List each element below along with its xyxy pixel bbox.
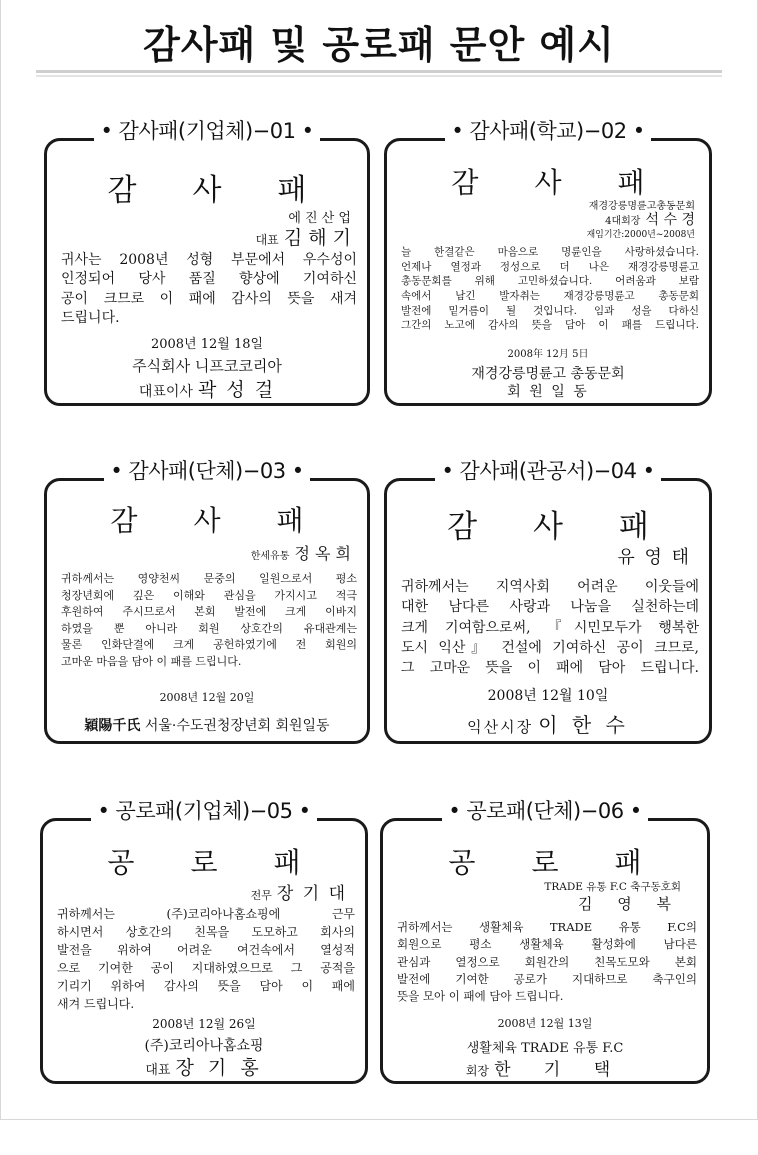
giver-line [387, 709, 709, 738]
title-char: 패 [618, 509, 649, 545]
plaque-header: • 감사패(기업체)−01 • [94, 121, 319, 142]
org-name: TRADE 유통 F.C 축구동호회 [544, 881, 681, 893]
body-line: 귀하께서는 (주)코리아나홈쇼핑에 근무 [57, 907, 355, 921]
org-name: 재경강릉명륜고총동문회 [588, 201, 695, 212]
giver-org: 주식회사 니프코코리아 [132, 357, 282, 375]
body-line: 물론 인화단결에 크게 공헌하였기에 전 회원의 [61, 638, 357, 651]
body-line: 하시면서 상호간의 친목을 도모하고 회사의 [57, 925, 355, 939]
plaque-date: 2008년 12월 18일 [150, 337, 264, 352]
title-char: 사 [533, 509, 563, 545]
body-line: 귀사는 2008년 성형 부문에서 우수성이 [61, 252, 357, 268]
giver-line [47, 715, 367, 735]
recipient-name: 장 기 대 [276, 884, 347, 904]
title-char: 사 [193, 504, 221, 537]
recipient-role: 대표 [255, 233, 279, 247]
plaque-date: 2008년 12월 13일 [497, 1017, 593, 1030]
plaque-date: 2008년 12월 26일 [152, 1017, 256, 1031]
title-char: 패 [614, 846, 642, 879]
recipient-name: 유 영 태 [617, 547, 691, 568]
body-line: 귀하께서는 지역사회 어려운 이웃들에 [401, 579, 699, 595]
body-line: 대한 남다른 사랑과 나눔을 실천하는데 [401, 599, 699, 616]
giver-line [43, 1053, 365, 1080]
body-line: 으로 기여한 공이 지대하였으므로 그 공적을 [57, 961, 355, 975]
title-char: 패 [277, 173, 307, 208]
body-line: 회원으로 평소 생활체육 활성화에 남다른 [397, 937, 697, 952]
body-line: 크게 기여함으로써, 『시민모두가 행복한 [401, 619, 699, 636]
plaque-title [387, 501, 709, 546]
plaque-01 [44, 119, 370, 406]
plaque-header: • 감사패(관공서)−04 • [435, 461, 660, 482]
title-char: 사 [534, 166, 562, 199]
giver-line [383, 1055, 707, 1080]
plaque-body [57, 905, 355, 1013]
title-char: 감 [110, 504, 138, 537]
body-line: 뜻을 모아 이 패에 담아 드립니다. [397, 989, 564, 1003]
plaque-04 [384, 459, 712, 744]
giver-role: 회장 [465, 1064, 489, 1078]
recipient-line [605, 209, 695, 229]
giver-name: 한 기 택 [494, 1060, 625, 1080]
title-char: 사 [192, 173, 222, 208]
giver-name: 장 기 홍 [175, 1057, 263, 1079]
body-line: 새겨 드립니다. [57, 997, 135, 1011]
body-line: 공이 크므로 이 패에 감사의 뜻을 새겨 [61, 290, 357, 307]
title-char: 로 [531, 846, 559, 879]
body-line: 발전에 밑거름이 될 것입니다. 임과 성을 다하신 [401, 304, 699, 317]
body-line: 도시 익산』 건설에 기여하신 공이 크므로, [401, 639, 699, 656]
title-char: 감 [107, 173, 137, 208]
company-name: 에 진 산 업 [288, 211, 351, 226]
plaque-date: 2008년 12월 10일 [487, 688, 609, 704]
body-line: 언제나 열정과 정성으로 더 나은 재경강릉명륜고 [401, 260, 699, 273]
recipient-name: 석 수 경 [645, 212, 695, 228]
giver-org: (주)코리아나홈쇼핑 [144, 1038, 264, 1054]
plaque-title [47, 499, 367, 539]
giver-role: 익산시장 [467, 718, 534, 736]
title-char: 공 [107, 846, 135, 879]
title-char: 패 [617, 166, 645, 199]
org-name: 한세유통 [250, 551, 290, 562]
title-divider [36, 70, 722, 73]
plaque-title [43, 841, 365, 881]
recipient-name: 김 해 기 [283, 227, 351, 249]
title-char: 공 [448, 846, 476, 879]
plaque-02 [384, 119, 712, 406]
title-char: 패 [276, 504, 304, 537]
plaque-05 [40, 799, 368, 1084]
recipient-name: 김 영 복 [577, 895, 681, 913]
plaque-title [383, 841, 707, 881]
body-line: 속에서 남긴 발자취는 재경강릉명륜고 총동문회 [401, 290, 699, 303]
body-line: 하였을 뿐 아니라 회원 상호간의 유대관계는 [61, 621, 357, 635]
recipient-name: 정 옥 희 [294, 544, 351, 563]
plaque-title [47, 165, 367, 209]
body-line: 청장년회에 깊은 이해와 관심을 가지시고 적극 [61, 588, 357, 602]
body-line: 후원하여 주시므로서 본회 발전에 크게 이바지 [61, 605, 357, 618]
body-line: 그간의 노고에 감사의 뜻을 담아 이 패를 드립니다. [401, 319, 699, 332]
title-char: 패 [273, 846, 301, 879]
body-line: 그 고마운 뜻을 이 패에 담아 드립니다. [401, 660, 699, 677]
plaque-date: 2008년 12월 20일 [159, 691, 255, 704]
giver-org: 재경강릉명륜고 총동문회 [471, 366, 625, 382]
body-line: 고마운 마음을 담아 이 패를 드립니다. [61, 654, 242, 668]
plaque-header: • 감사패(학교)−02 • [445, 121, 650, 142]
giver-name: 이 한 수 [538, 713, 629, 737]
giver-prefix: 穎陽千氏 [84, 718, 141, 734]
body-line: 총동문회를 위해 고민하셨습니다. 어려움과 보람 [401, 275, 699, 288]
recipient-line [256, 223, 351, 250]
title-char: 로 [190, 846, 218, 879]
title-char: 감 [447, 509, 478, 545]
term: 재임기간:2000년~2008년 [586, 230, 695, 240]
body-line: 귀하께서는 생활체육 TRADE 유통 F.C의 [397, 920, 697, 934]
title-divider-shadow [36, 75, 722, 77]
plaque-body [61, 251, 357, 328]
plaque-03 [44, 459, 370, 744]
page-title: 감사패 및 공로패 문안 예시 [143, 23, 615, 67]
plaque-body [401, 577, 699, 678]
body-line: 드립니다. [61, 309, 120, 326]
giver-line [47, 375, 367, 402]
plaque-body [397, 919, 697, 1005]
plaque-header: • 공로패(기업체)−05 • [91, 801, 316, 822]
recipient-role: 4대회장 [605, 216, 641, 227]
giver-name: 곽 성 걸 [198, 379, 276, 401]
giver-role: 대표 [145, 1063, 171, 1078]
recipient-line [251, 541, 351, 564]
body-line: 발전을 위하여 어려운 여건속에서 열성적 [57, 943, 355, 957]
body-line: 기리기 위하여 감사의 뜻을 담아 이 패에 [57, 979, 355, 993]
plaque-header: • 공로패(단체)−06 • [442, 801, 647, 822]
body-line: 늘 한결같은 마음으로 명륜인을 사랑하셨습니다. [401, 246, 699, 258]
recipient-role: 전무 [250, 889, 272, 902]
body-line: 인정되어 당사 품질 향상에 기여하신 [61, 271, 357, 288]
plaque-body [61, 571, 357, 670]
giver-name: 회 원 일 동 [507, 384, 589, 400]
plaque-06 [380, 799, 710, 1084]
plaque-date: 2008年 12月 5日 [507, 349, 589, 360]
body-line: 귀하께서는 영양천씨 문중의 일원으로서 평소 [61, 572, 357, 585]
plaque-header: • 감사패(단체)−03 • [104, 461, 309, 482]
plaque-title [387, 161, 709, 201]
plaque-body [401, 245, 699, 333]
giver-role: 대표이사 [138, 384, 193, 400]
title-char: 감 [451, 166, 479, 199]
giver-org: 생활체육 TRADE 유통 F.C [466, 1041, 624, 1056]
recipient-line [251, 879, 347, 904]
body-line: 관심과 열정으로 회원간의 친목도모와 본회 [397, 954, 697, 969]
giver-org: 서울·수도권청장년회 회원일동 [144, 718, 330, 734]
body-line: 발전에 기여한 공로가 지대하므로 축구인의 [397, 971, 697, 986]
